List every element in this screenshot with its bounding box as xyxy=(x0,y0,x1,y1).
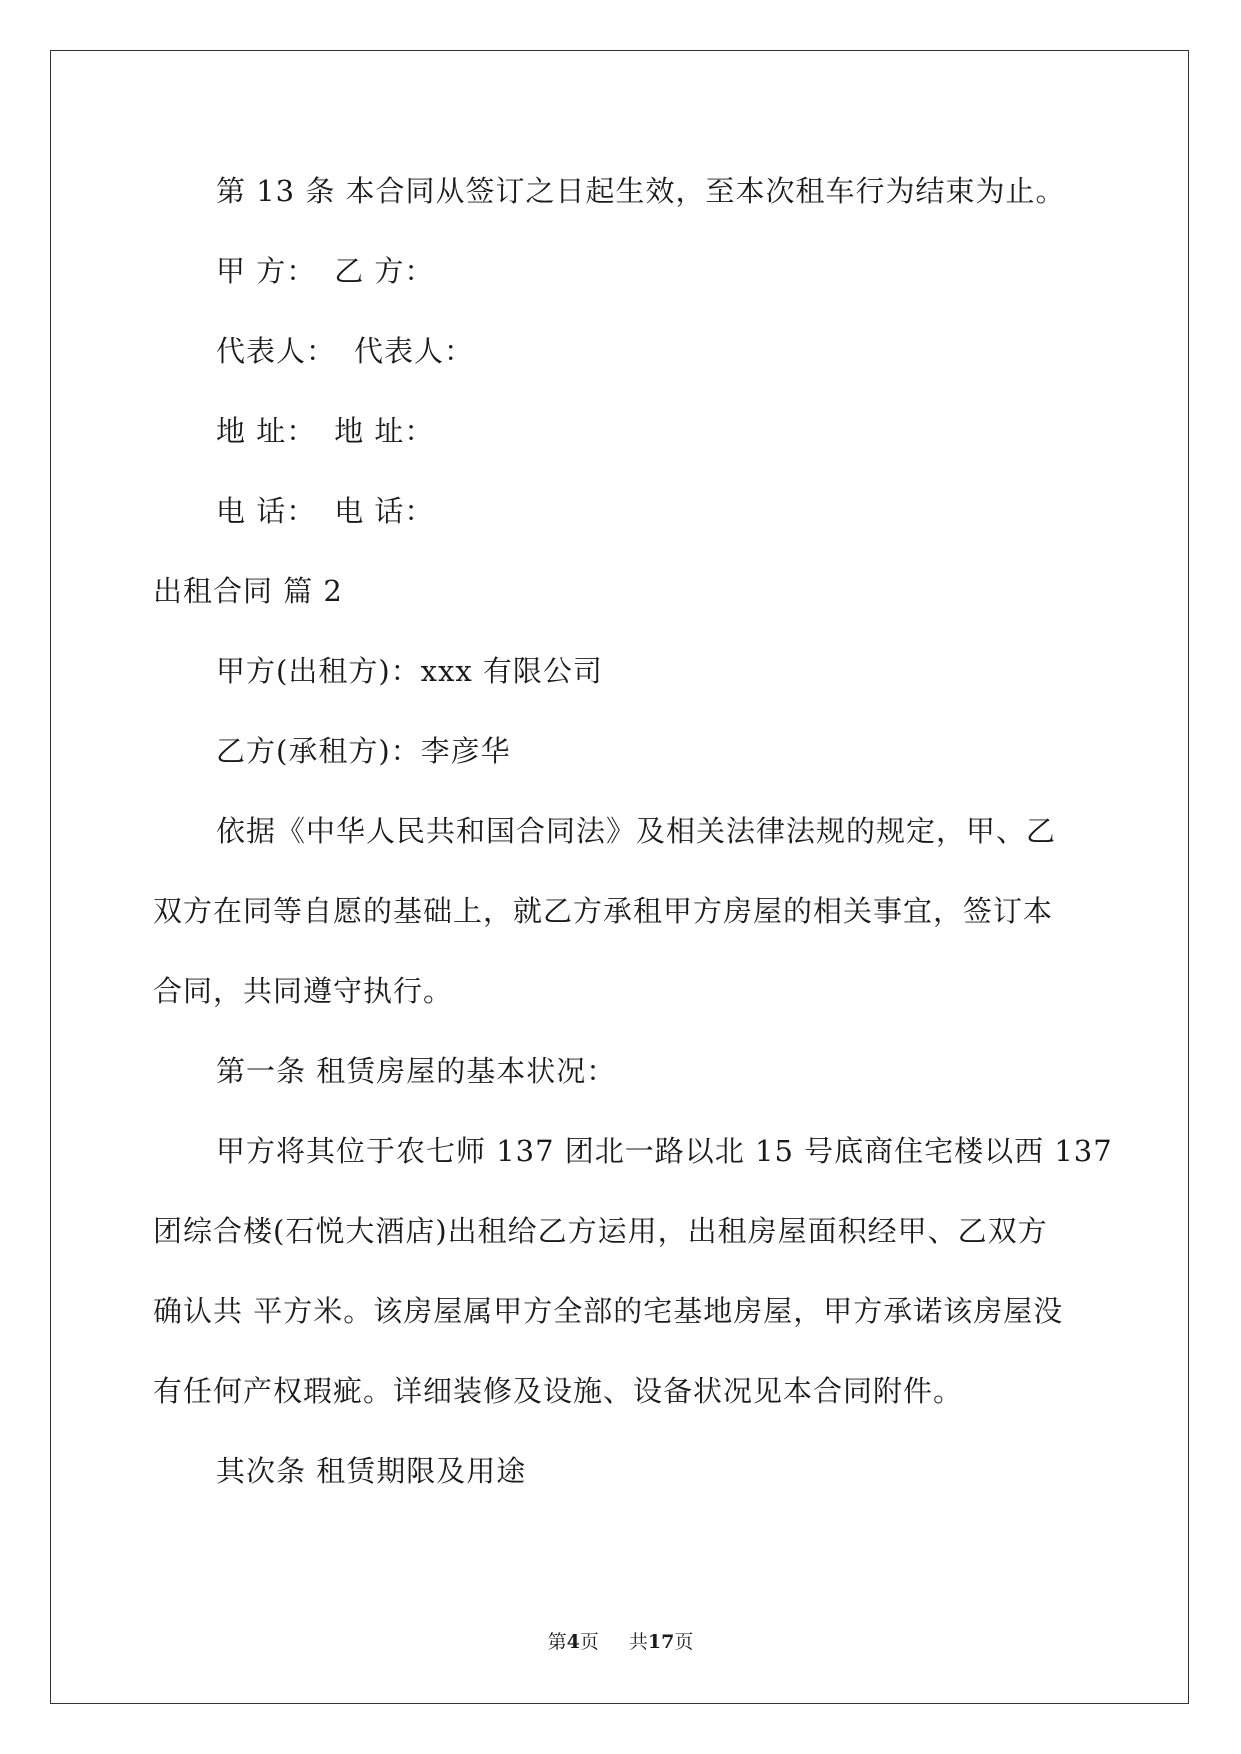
preamble-line-3: 合同，共同遵守执行。 xyxy=(153,974,454,1008)
article-1-line-1: 甲方将其位于农七师 137 团北一路以北 15 号底商住宅楼以西 137 xyxy=(216,1134,1113,1168)
page-mid: 页 xyxy=(579,1631,599,1653)
address-a-label: 地 址： xyxy=(216,414,317,448)
article-1-title: 第一条 租赁房屋的基本状况： xyxy=(216,1054,617,1088)
signature-row-phone xyxy=(216,491,434,531)
page-footer xyxy=(0,1630,1241,1654)
page-total: 17 xyxy=(647,1631,675,1653)
party-b-line: 乙方(承租方)：李彦华 xyxy=(216,734,511,768)
phone-b-label: 电 话： xyxy=(334,494,435,528)
representative-a-label: 代表人： xyxy=(216,334,337,368)
party-b-label: 乙 方： xyxy=(334,254,435,288)
article-13: 第 13 条 本合同从签订之日起生效，至本次租车行为结束为止。 xyxy=(216,174,1066,208)
address-b-label: 地 址： xyxy=(334,414,435,448)
representative-b-label: 代表人： xyxy=(354,334,475,368)
signature-row-party xyxy=(216,251,434,291)
preamble-line-1: 依据《中华人民共和国合同法》及相关法律法规的规定，甲、乙 xyxy=(216,814,1057,848)
party-a-line: 甲方(出租方)：xxx 有限公司 xyxy=(216,654,603,688)
total-prefix: 共 xyxy=(628,1631,648,1653)
total-suffix: 页 xyxy=(674,1631,694,1653)
article-1-line-2: 团综合楼(石悦大酒店)出租给乙方运用，出租房屋面积经甲、乙双方 xyxy=(153,1214,1048,1248)
article-2-title: 其次条 租赁期限及用途 xyxy=(216,1454,527,1488)
page-prefix: 第 xyxy=(547,1631,567,1653)
signature-row-representative xyxy=(216,331,474,371)
section-title: 出租合同 篇 2 xyxy=(153,574,343,608)
article-1-line-4: 有任何产权瑕疵。详细装修及设施、设备状况见本合同附件。 xyxy=(153,1374,964,1408)
signature-row-address xyxy=(216,411,434,451)
party-a-label: 甲 方： xyxy=(216,254,317,288)
preamble-line-2: 双方在同等自愿的基础上，就乙方承租甲方房屋的相关事宜，签订本 xyxy=(153,894,1054,928)
page-current: 4 xyxy=(566,1631,580,1653)
phone-a-label: 电 话： xyxy=(216,494,317,528)
article-1-line-3: 确认共 平方米。该房屋属甲方全部的宅基地房屋，甲方承诺该房屋没 xyxy=(153,1294,1064,1328)
